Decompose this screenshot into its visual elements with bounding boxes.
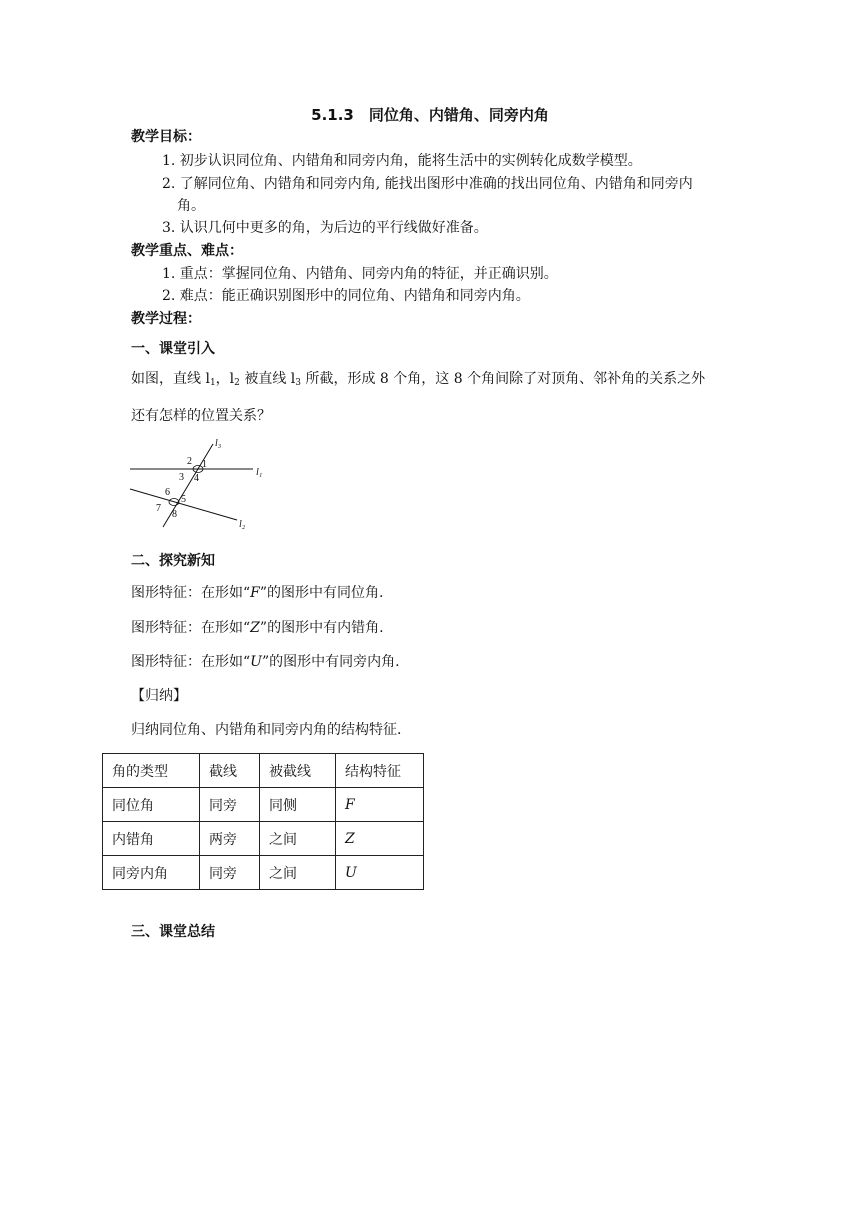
angle-label-8: 8 xyxy=(172,509,177,520)
table-cell: 同旁 xyxy=(200,788,260,822)
intro-text-d: 所截，形成 8 个角，这 8 个角间除了对顶角、邻补角的关系之外 xyxy=(301,371,706,387)
objective-item-1: 1. 初步认识同位角、内错角和同旁内角，能将生活中的实例转化成数学模型。 xyxy=(162,153,642,169)
table-header-row xyxy=(103,754,424,788)
table-header-cell: 截线 xyxy=(200,754,260,788)
intro-text-a: 如图，直线 l xyxy=(131,371,210,387)
table-cell: 同旁 xyxy=(200,856,260,890)
feature-u-letter: U xyxy=(250,654,262,670)
key-point-1: 1. 重点：掌握同位角、内错角、同旁内角的特征，并正确识别。 xyxy=(162,266,558,282)
table-cell: 同旁内角 xyxy=(103,856,200,890)
table-cell: 之间 xyxy=(260,822,336,856)
intro-text-b: ，l xyxy=(215,371,235,387)
section3-heading: 三、课堂总结 xyxy=(131,924,215,940)
table-cell: 之间 xyxy=(260,856,336,890)
key-points-heading: 教学重点、难点： xyxy=(131,243,243,259)
table-cell: 内错角 xyxy=(103,822,200,856)
table-row xyxy=(103,822,424,856)
table-cell: F xyxy=(336,788,424,822)
feature-z-letter: Z xyxy=(250,620,260,636)
summary-text: 归纳同位角、内错角和同旁内角的结构特征. xyxy=(131,722,402,738)
feature-z-pre: 图形特征：在形如“ xyxy=(131,620,251,636)
intro-sub-3: 3 xyxy=(295,378,302,388)
feature-line-z xyxy=(131,618,384,638)
table-row xyxy=(103,856,424,890)
feature-f-post: ”的图形中有同位角. xyxy=(259,585,384,601)
table-cell: 同位角 xyxy=(103,788,200,822)
objectives-heading: 教学目标： xyxy=(131,129,201,145)
angle-label-3: 3 xyxy=(179,472,184,483)
objective-item-2-cont: 角。 xyxy=(177,198,205,214)
feature-z-post: ”的图形中有内错角. xyxy=(259,620,384,636)
intro-paragraph-line1 xyxy=(131,369,705,393)
angle-types-table xyxy=(102,753,424,890)
feature-u-post: ”的图形中有同旁内角. xyxy=(261,654,400,670)
table-header-cell: 被截线 xyxy=(260,754,336,788)
table-cell: U xyxy=(336,856,424,890)
feature-line-f xyxy=(131,583,384,603)
page-title: 5.1.3 同位角、内错角、同旁内角 xyxy=(311,106,549,124)
line-label-l3: l₃ xyxy=(215,438,222,449)
intro-paragraph-line2: 还有怎样的位置关系？ xyxy=(131,408,271,424)
angle-label-1: 1 xyxy=(202,459,207,470)
table-cell: 两旁 xyxy=(200,822,260,856)
section1-heading: 一、课堂引入 xyxy=(131,341,215,357)
intro-sub-2: 2 xyxy=(234,378,240,388)
objective-item-3: 3. 认识几何中更多的角，为后边的平行线做好准备。 xyxy=(162,220,488,236)
feature-f-letter: F xyxy=(250,585,260,601)
table-header-cell: 结构特征 xyxy=(336,754,424,788)
feature-u-pre: 图形特征：在形如“ xyxy=(131,654,251,670)
key-point-2: 2. 难点：能正确识别图形中的同位角、内错角和同旁内角。 xyxy=(162,288,530,304)
angle-label-4: 4 xyxy=(194,473,199,484)
summary-heading: 【归纳】 xyxy=(131,688,187,704)
table-header-cell: 角的类型 xyxy=(103,754,200,788)
angle-label-6: 6 xyxy=(165,487,170,498)
objective-item-2: 2. 了解同位角、内错角和同旁内角, 能找出图形中准确的找出同位角、内错角和同旁内 xyxy=(162,176,693,192)
angle-label-2: 2 xyxy=(187,456,192,467)
feature-line-u xyxy=(131,652,400,672)
table-row xyxy=(103,788,424,822)
table-cell: Z xyxy=(336,822,424,856)
intersecting-lines-figure xyxy=(125,432,270,537)
intro-sub-1: 1 xyxy=(209,378,216,388)
intro-text-c: 被直线 l xyxy=(239,371,296,387)
table-cell: 同侧 xyxy=(260,788,336,822)
process-heading: 教学过程： xyxy=(131,311,201,327)
feature-f-pre: 图形特征：在形如“ xyxy=(131,585,251,601)
line-label-l1: l₁ xyxy=(256,467,263,478)
angle-label-7: 7 xyxy=(156,503,161,514)
angle-label-5: 5 xyxy=(181,494,186,505)
section2-heading: 二、探究新知 xyxy=(131,553,215,569)
line-label-l2: l₂ xyxy=(239,519,246,530)
